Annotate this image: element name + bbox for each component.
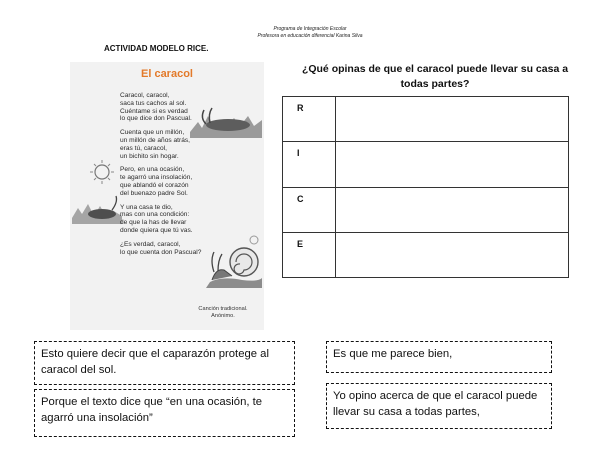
rice-letter: R	[283, 97, 336, 142]
rice-letter: C	[283, 187, 336, 232]
poem-credit-author: Anónimo.	[211, 313, 235, 319]
poem-title: El caracol	[141, 68, 193, 80]
rice-answer-cell[interactable]	[336, 142, 569, 187]
rice-answer-cell[interactable]	[336, 187, 569, 232]
poem-line: Caracol, caracol,	[120, 92, 170, 99]
poem-stanza	[120, 92, 260, 123]
sun-and-snail-illustration	[72, 158, 122, 224]
answer-box-protects[interactable]: Esto quiere decir que el caparazón protege al caracol del sol.	[34, 341, 295, 385]
teacher-name: Profesora en educación diferencial Karina Silva	[257, 33, 363, 39]
poem-stanza	[120, 241, 260, 257]
poem-stanza	[120, 204, 260, 235]
poem-line: Cuéntame si es verdad	[120, 107, 188, 115]
rice-table	[282, 96, 569, 278]
poem-line: Cuenta que un millón,	[120, 129, 185, 137]
program-header	[230, 26, 390, 40]
poem-line: un bichito sin hogar.	[120, 152, 179, 160]
table-row	[283, 142, 569, 187]
poem-credit	[188, 306, 258, 320]
poem-stanza	[120, 166, 260, 197]
poem-stanza	[120, 129, 260, 160]
poem-line: donde quiera que tú vas.	[120, 226, 193, 234]
poem-line: de que la has de llevar	[120, 219, 187, 227]
poem-line: Pero, en una ocasión,	[120, 166, 185, 174]
table-row	[283, 97, 569, 142]
poem-panel	[70, 62, 264, 330]
question-title: ¿Qué opinas de que el caracol puede llevar su casa a todas partes?	[301, 63, 569, 90]
poem-credit-source: Canción tradicional.	[198, 306, 248, 312]
rice-letter: I	[283, 142, 336, 187]
program-name: Programa de Integración Escolar	[273, 26, 347, 32]
table-row	[283, 232, 569, 277]
poem-line: lo que dice don Pascual.	[120, 115, 192, 123]
table-row	[283, 187, 569, 232]
poem-line: un millón de años atrás,	[120, 136, 191, 144]
rice-answer-cell[interactable]	[336, 97, 569, 142]
poem-line: mas con una condición:	[120, 211, 190, 219]
poem-line: del buenazo padre Sol.	[120, 189, 188, 197]
poem-line: te agarró una insolación,	[120, 174, 193, 182]
poem-line: lo que cuenta don Pascual?	[120, 248, 202, 256]
rice-letter: E	[283, 232, 336, 277]
poem-line: eras tú, caracol,	[120, 144, 167, 152]
activity-title: ACTIVIDAD MODELO RICE.	[104, 44, 209, 53]
answer-box-opinion[interactable]: Es que me parece bien,	[326, 341, 552, 373]
poem-line: ¿Es verdad, caracol,	[120, 240, 181, 248]
poem-line: que ablandó el corazón	[120, 181, 189, 189]
answer-box-claim[interactable]: Yo opino acerca de que el caracol puede llevar su casa a todas partes,	[326, 383, 552, 429]
poem-line: Y una casa te dio,	[120, 203, 173, 211]
poem-body	[120, 92, 260, 262]
answer-box-evidence[interactable]: Porque el texto dice que “en una ocasión, te agarró una insolación”	[34, 389, 295, 437]
rice-answer-cell[interactable]	[336, 232, 569, 277]
poem-line: saca tus cachos al sol.	[120, 99, 187, 107]
